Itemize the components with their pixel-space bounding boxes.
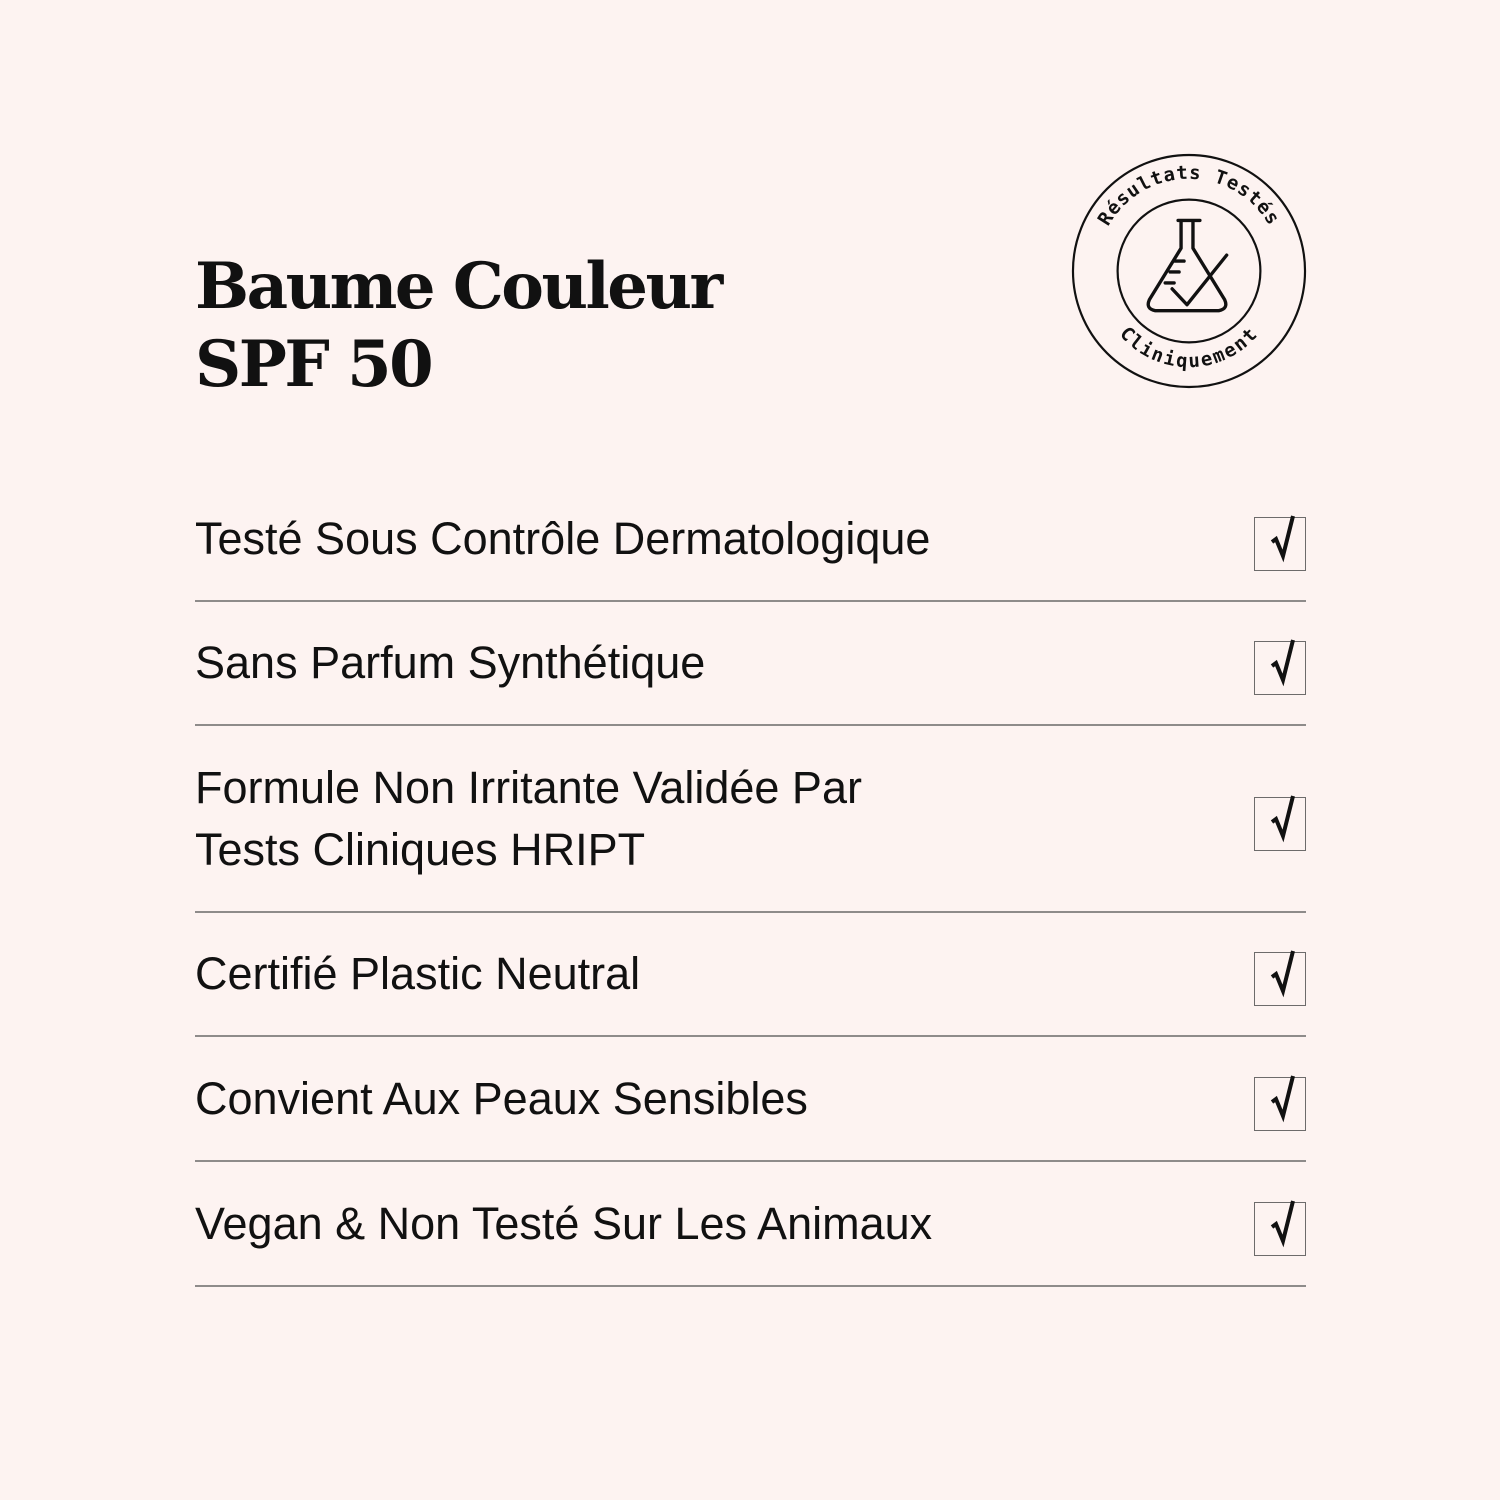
checkbox-checked (1254, 517, 1306, 571)
claim-row (195, 1037, 1306, 1162)
checkbox-checked (1254, 1202, 1306, 1256)
claims-list (195, 478, 1306, 1287)
claim-label: Sans Parfum Synthétique (195, 637, 706, 688)
clinically-tested-badge (1070, 152, 1308, 390)
flask-check-icon (1148, 220, 1226, 310)
checkbox-checked (1254, 952, 1306, 1006)
claim-label: Testé Sous Contrôle Dermatologique (195, 513, 931, 564)
badge-top-text: Résultats Testés (1094, 162, 1284, 230)
product-name: Baume Couleur (195, 249, 721, 324)
check-icon (1255, 1191, 1307, 1257)
checkbox-checked (1254, 797, 1306, 851)
check-icon (1255, 1066, 1307, 1132)
claim-label: Certifié Plastic Neutral (195, 948, 641, 999)
claim-label: Vegan & Non Testé Sur Les Animaux (195, 1197, 933, 1249)
badge-graphic (1070, 152, 1308, 390)
badge-bottom-text: Cliniquement (1115, 323, 1263, 373)
page-title (195, 248, 721, 404)
check-icon (1255, 630, 1307, 696)
product-spf: SPF 50 (195, 327, 432, 402)
checkbox-checked (1254, 1077, 1306, 1131)
check-icon (1255, 941, 1307, 1007)
claim-row (195, 726, 1306, 913)
claim-row (195, 1162, 1306, 1287)
claim-row (195, 478, 1306, 602)
claim-row (195, 913, 1306, 1037)
claim-label: Formule Non Irritante Validée Par Tests Cliniques HRIPT (195, 761, 862, 875)
claim-row (195, 602, 1306, 726)
claim-label: Convient Aux Peaux Sensibles (195, 1072, 808, 1124)
check-icon (1255, 786, 1307, 852)
checkbox-checked (1254, 641, 1306, 695)
check-icon (1255, 506, 1307, 572)
